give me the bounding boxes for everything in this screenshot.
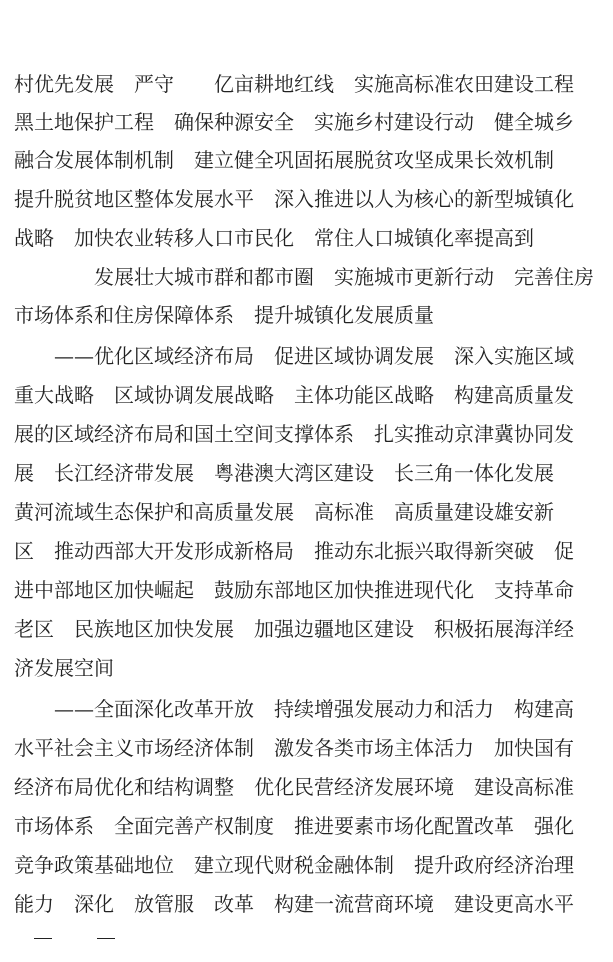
text-line: 发展壮大城市群和都市圈 实施城市更新行动 完善住房 <box>14 265 594 289</box>
text-line: 济发展空间 <box>14 656 114 680</box>
text-line: 黄河流域生态保护和高质量发展 高标准 高质量建设雄安新 <box>14 500 554 524</box>
text-line: 经济布局优化和结构调整 优化民营经济发展环境 建设高标准 <box>14 775 574 799</box>
text-line: 市场体系和住房保障体系 提升城镇化发展质量 <box>14 303 434 327</box>
text-line: 能力 深化 放管服 改革 构建一流营商环境 建设更高水平 <box>14 892 574 916</box>
text-line: 黑土地保护工程 确保种源安全 实施乡村建设行动 健全城乡 <box>14 110 574 134</box>
page-number-dash-right <box>97 938 115 939</box>
text-line: 老区 民族地区加快发展 加强边疆地区建设 积极拓展海洋经 <box>14 617 574 641</box>
text-line: 重大战略 区域协调发展战略 主体功能区战略 构建高质量发 <box>14 383 574 407</box>
text-line: 融合发展体制机制 建立健全巩固拓展脱贫攻坚成果长效机制 <box>14 148 554 172</box>
text-line: 进中部地区加快崛起 鼓励东部地区加快推进现代化 支持革命 <box>14 578 574 602</box>
text-line: 村优先发展 严守 亿亩耕地红线 实施高标准农田建设工程 <box>14 72 574 96</box>
text-line: 提升脱贫地区整体发展水平 深入推进以人为核心的新型城镇化 <box>14 187 574 211</box>
text-line: ——全面深化改革开放 持续增强发展动力和活力 构建高 <box>14 697 574 721</box>
text-line: 展的区域经济布局和国土空间支撑体系 扎实推动京津冀协同发 <box>14 422 574 446</box>
text-line: ——优化区域经济布局 促进区域协调发展 深入实施区域 <box>14 344 574 368</box>
text-line: 水平社会主义市场经济体制 激发各类市场主体活力 加快国有 <box>14 736 574 760</box>
text-line: 战略 加快农业转移人口市民化 常住人口城镇化率提高到 <box>14 226 534 250</box>
text-line: 竞争政策基础地位 建立现代财税金融体制 提升政府经济治理 <box>14 853 574 877</box>
text-line: 区 推动西部大开发形成新格局 推动东北振兴取得新突破 促 <box>14 539 574 563</box>
text-line: 展 长江经济带发展 粤港澳大湾区建设 长三角一体化发展 <box>14 461 554 485</box>
text-line: 市场体系 全面完善产权制度 推进要素市场化配置改革 强化 <box>14 814 574 838</box>
page-number-dash-left <box>34 938 52 939</box>
